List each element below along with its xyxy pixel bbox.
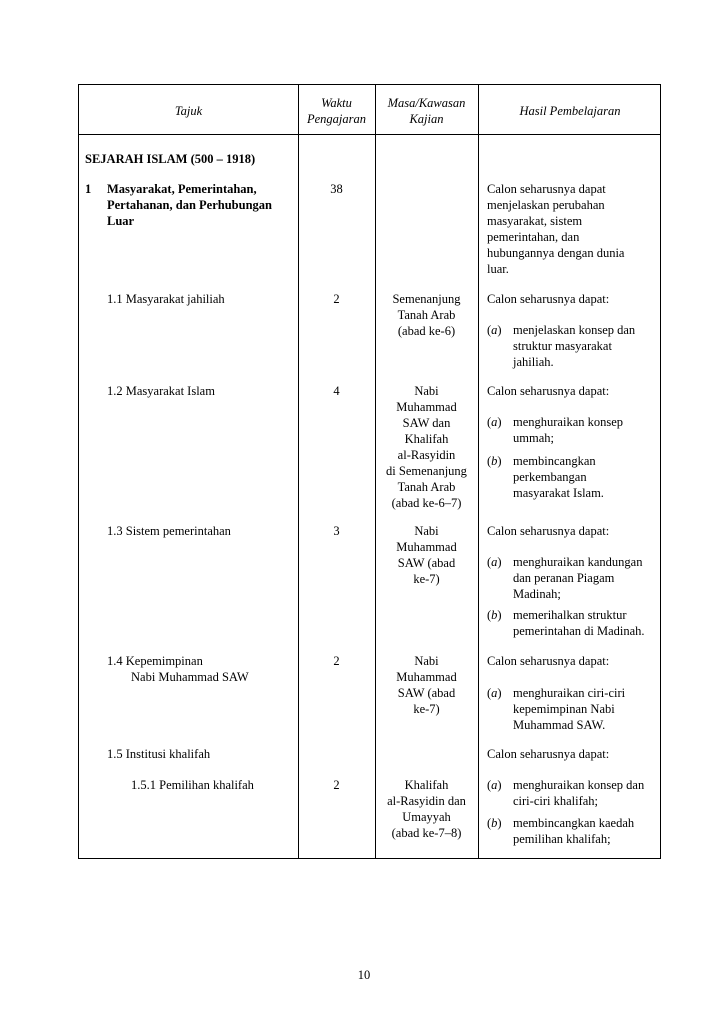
outcome-line: menghuraikan konsep <box>513 415 624 429</box>
subtopic-1-1-hours: 2 <box>333 292 340 306</box>
place-line: al-Rasyidin dan <box>387 794 466 808</box>
outcome-line: luar. <box>487 262 509 276</box>
outcome-text <box>513 815 634 847</box>
place-line: Tanah Arab <box>397 480 456 494</box>
outcome-line: masyarakat, sistem <box>487 214 583 228</box>
outcome-line: menghuraikan konsep dan <box>513 778 645 792</box>
outcome-line: membincangkan kaedah <box>513 816 635 830</box>
outcome-line: membincangkan <box>513 454 596 468</box>
place-line: Muhammad <box>396 400 457 414</box>
place-line: ke-7) <box>413 572 440 586</box>
place-line: di Semenanjung <box>386 464 467 478</box>
outcome-line: pemilihan khalifah; <box>513 832 611 846</box>
outcome-label: (a) <box>487 415 502 429</box>
subtopic-1-1-place <box>375 291 478 339</box>
outcome-line: struktur masyarakat <box>513 339 612 353</box>
place-line: (abad ke-6–7) <box>391 496 462 510</box>
outcome-line: Madinah; <box>513 587 561 601</box>
subtopic-1-4-place <box>375 653 478 717</box>
place-line: Khalifah <box>404 432 449 446</box>
subtopic-1-5-1-title: 1.5.1 Pemilihan khalifah <box>131 778 254 792</box>
subtopic-1-2-hours: 4 <box>333 384 340 398</box>
subtopic-title-line: Nabi Muhammad SAW <box>131 670 249 684</box>
subtopic-1-4-hours: 2 <box>333 654 340 668</box>
calon-label: Calon seharusnya dapat: <box>487 747 610 761</box>
subtopic-1-5-1-hours: 2 <box>333 778 340 792</box>
outcome-line: menjelaskan perubahan <box>487 198 605 212</box>
subtopic-1-3-place <box>375 523 478 587</box>
outcome-line: masyarakat Islam. <box>513 486 604 500</box>
outcome-text <box>513 414 623 446</box>
outcome-line: Muhammad SAW. <box>513 718 606 732</box>
outcome-line: hubungannya dengan dunia <box>487 246 625 260</box>
outcome-label: (a) <box>487 686 502 700</box>
place-line: SAW (abad <box>397 556 456 570</box>
subtopic-1-4-title <box>107 653 249 685</box>
outcome-line: pemerintahan di Madinah. <box>513 624 645 638</box>
topic-hours: 38 <box>330 182 343 196</box>
outcome-line: jahiliah. <box>513 355 554 369</box>
outcome-label: (a) <box>487 778 502 792</box>
place-line: SAW dan <box>402 416 451 430</box>
outcome-text <box>513 777 644 809</box>
calon-label: Calon seharusnya dapat: <box>487 292 610 306</box>
page-number: 10 <box>357 968 371 982</box>
topic-title-line: Luar <box>107 214 135 228</box>
outcome-line: pemerintahan, dan <box>487 230 580 244</box>
topic-number: 1 <box>85 182 92 196</box>
header-waktu <box>298 95 375 127</box>
place-line: al-Rasyidin <box>397 448 456 462</box>
subtopic-title-line: 1.4 Kepemimpinan <box>107 654 203 668</box>
place-line: Nabi <box>414 524 439 538</box>
outcome-label: (b) <box>487 454 502 468</box>
outcome-line: ummah; <box>513 431 554 445</box>
place-line: Muhammad <box>396 670 457 684</box>
outcome-line: perkembangan <box>513 470 587 484</box>
outcome-label: (b) <box>487 608 502 622</box>
place-line: Khalifah <box>404 778 449 792</box>
outcome-line: menjelaskan konsep dan <box>513 323 636 337</box>
outcome-label: (b) <box>487 816 502 830</box>
topic-title-line: Masyarakat, Pemerintahan, <box>107 182 257 196</box>
header-waktu-line2: Pengajaran <box>306 112 367 126</box>
place-line: Semenanjung <box>392 292 461 306</box>
outcome-text <box>513 554 642 602</box>
topic-title-line: Pertahanan, dan Perhubungan <box>107 198 272 212</box>
outcome-line: menghuraikan ciri-ciri <box>513 686 626 700</box>
column-divider <box>478 85 479 858</box>
header-masa-line2: Kajian <box>409 112 444 126</box>
outcome-line: memerihalkan struktur <box>513 608 627 622</box>
outcome-label: (a) <box>487 323 502 337</box>
outcome-line: Calon seharusnya dapat <box>487 182 606 196</box>
syllabus-table <box>78 84 661 859</box>
place-line: Umayyah <box>402 810 451 824</box>
outcome-label: (a) <box>487 555 502 569</box>
place-line: Tanah Arab <box>397 308 456 322</box>
section-title: SEJARAH ISLAM (500 – 1918) <box>85 152 256 166</box>
calon-label: Calon seharusnya dapat: <box>487 524 610 538</box>
outcome-text <box>513 322 635 370</box>
calon-label: Calon seharusnya dapat: <box>487 654 610 668</box>
outcome-line: dan peranan Piagam <box>513 571 615 585</box>
place-line: Nabi <box>414 654 439 668</box>
header-masa-line1: Masa/Kawasan <box>387 96 466 110</box>
subtopic-1-3-title: 1.3 Sistem pemerintahan <box>107 524 231 538</box>
subtopic-1-5-title: 1.5 Institusi khalifah <box>107 747 211 761</box>
place-line: (abad ke-6) <box>397 324 456 338</box>
header-masa <box>375 95 478 127</box>
calon-label: Calon seharusnya dapat: <box>487 384 610 398</box>
outcome-line: ciri-ciri khalifah; <box>513 794 599 808</box>
header-waktu-line1: Waktu <box>321 96 352 110</box>
outcome-line: kepemimpinan Nabi <box>513 702 615 716</box>
subtopic-1-5-1-place <box>375 777 478 841</box>
outcome-text <box>513 607 645 639</box>
header-tajuk: Tajuk <box>174 104 203 118</box>
place-line: SAW (abad <box>397 686 456 700</box>
column-divider <box>298 85 299 858</box>
outcome-text <box>513 453 604 501</box>
place-line: Muhammad <box>396 540 457 554</box>
place-line: Nabi <box>414 384 439 398</box>
topic-title <box>107 181 272 229</box>
place-line: ke-7) <box>413 702 440 716</box>
subtopic-1-2-title: 1.2 Masyarakat Islam <box>107 384 215 398</box>
place-line: (abad ke-7–8) <box>391 826 462 840</box>
header-divider <box>79 134 660 135</box>
topic-outcome <box>487 181 624 277</box>
subtopic-1-1-title: 1.1 Masyarakat jahiliah <box>107 292 225 306</box>
outcome-line: menghuraikan kandungan <box>513 555 643 569</box>
subtopic-1-2-place <box>375 383 478 511</box>
header-hasil: Hasil Pembelajaran <box>519 104 621 118</box>
outcome-text <box>513 685 625 733</box>
subtopic-1-3-hours: 3 <box>333 524 340 538</box>
